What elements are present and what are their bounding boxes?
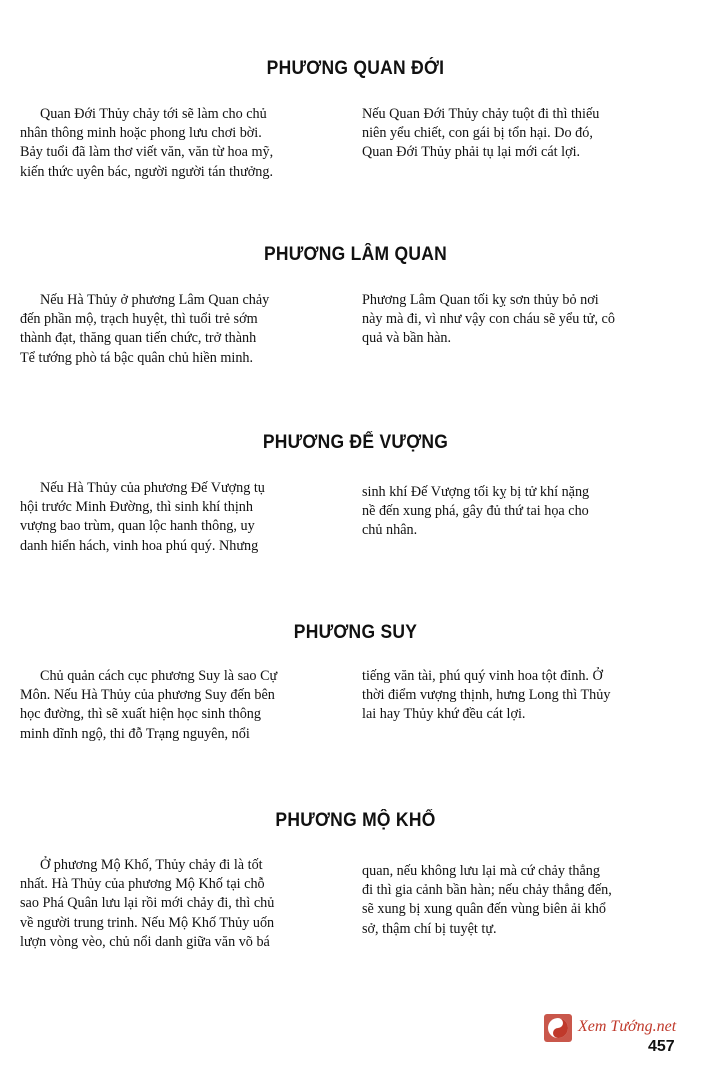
left-column-text [20, 291, 338, 368]
text-line: nhất. Hà Thủy của phương Mộ Khố tại chỗ [20, 876, 265, 893]
text-line: Nếu Hà Thủy ở phương Lâm Quan chảy [40, 292, 270, 308]
section-heading: PHƯƠNG ĐẾ VƯỢNG [262, 432, 449, 453]
text-line: sao Phá Quân lưu lại rồi mới chảy đi, thì chủ [20, 895, 275, 912]
text-line: chủ nhân. [362, 522, 418, 539]
text-line: Bảy tuổi đã làm thơ viết văn, văn từ hoa mỹ, [20, 144, 274, 161]
yin-yang-icon [544, 1014, 572, 1042]
text-line: lượn vòng vèo, chủ nổi danh giữa văn võ bá [20, 933, 270, 950]
text-line: vượng bao trùm, quan lộc hanh thông, uy [20, 518, 255, 535]
right-column-text [362, 105, 682, 163]
text-line: Chủ quản cách cục phương Suy là sao Cự [40, 668, 278, 684]
text-line: Nếu Quan Đới Thủy chảy tuột đi thì thiếu [362, 106, 600, 122]
left-column-text [20, 105, 338, 182]
text-line: hội trước Minh Đường, thì sinh khí thịnh [20, 499, 253, 516]
watermark-logo [544, 1014, 704, 1044]
text-line: Phương Lâm Quan tối kỵ sơn thủy bỏ nơi [362, 292, 599, 308]
text-line: lai hay Thủy khứ đều cát lợi. [362, 706, 526, 723]
text-line: nề đến xung phá, gây đủ thứ tai họa cho [362, 503, 589, 520]
right-column-text [362, 862, 682, 939]
text-line: Nếu Hà Thủy của phương Đế Vượng tụ [40, 480, 265, 496]
text-line: thành đạt, thăng quan tiến chức, trở thành [20, 330, 257, 347]
right-column-text [362, 291, 682, 349]
right-column-text [362, 667, 682, 725]
text-line: Môn. Nếu Hà Thủy của phương Suy đến bên [20, 687, 275, 704]
text-line: quan, nếu không lưu lại mà cứ chảy thẳng [362, 863, 600, 879]
text-line: sở, thậm chí bị tuyệt tự. [362, 920, 497, 937]
text-line: Ở phương Mộ Khố, Thủy chảy đi là tốt [40, 857, 263, 873]
text-line: đi thì gia cảnh bần hàn; nếu chảy thẳng đến, [362, 882, 612, 899]
text-line: tiếng văn tài, phú quý vinh hoa tột đỉnh. Ở [362, 668, 603, 684]
section-heading: PHƯƠNG MỘ KHỐ [275, 810, 436, 831]
text-line: về người trung trinh. Nếu Mộ Khố Thủy uốn [20, 914, 275, 931]
text-line: quả và bần hàn. [362, 330, 452, 347]
left-column-text [20, 479, 338, 556]
left-column-text [20, 856, 338, 952]
text-line: này mà đi, vì như vậy con cháu sẽ yểu tử, cô [362, 311, 615, 328]
watermark-text: Xem Tướng.net [578, 1018, 677, 1035]
left-column-text [20, 667, 338, 744]
right-column-text [362, 483, 682, 541]
text-line: minh dĩnh ngộ, thi đỗ Trạng nguyên, nổi [20, 725, 250, 742]
text-line: Tể tướng phò tá bậc quân chủ hiền minh. [20, 349, 254, 366]
section-heading: PHƯƠNG SUY [293, 622, 418, 643]
section-heading: PHƯƠNG QUAN ĐỚI [266, 58, 445, 79]
text-line: Quan Đới Thủy phải tụ lại mới cát lợi. [362, 144, 581, 161]
text-line: học đường, thì sẽ xuất hiện học sinh thông [20, 706, 261, 723]
text-line: sinh khí Đế Vượng tối kỵ bị tử khí nặng [362, 484, 590, 500]
text-line: nhân thông minh hoặc phong lưu chơi bời. [20, 125, 262, 142]
text-line: đến phần mộ, trạch huyệt, thì tuổi trẻ sớm [20, 311, 258, 328]
text-line: niên yểu chiết, con gái bị tổn hại. Do đó, [362, 125, 593, 142]
text-line: danh hiển hách, vinh hoa phú quý. Nhưng [20, 537, 259, 554]
page-number: 457 [648, 1038, 675, 1055]
text-line: sẽ xung bị xung quân đến vùng biên ải khổ [362, 901, 606, 918]
text-line: kiến thức uyên bác, người người tán thưởng. [20, 163, 274, 180]
text-line: thời điểm vượng thịnh, hưng Long thì Thủy [362, 687, 611, 704]
section-heading: PHƯƠNG LÂM QUAN [263, 244, 448, 265]
text-line: Quan Đới Thủy chảy tới sẽ làm cho chủ [40, 106, 267, 122]
